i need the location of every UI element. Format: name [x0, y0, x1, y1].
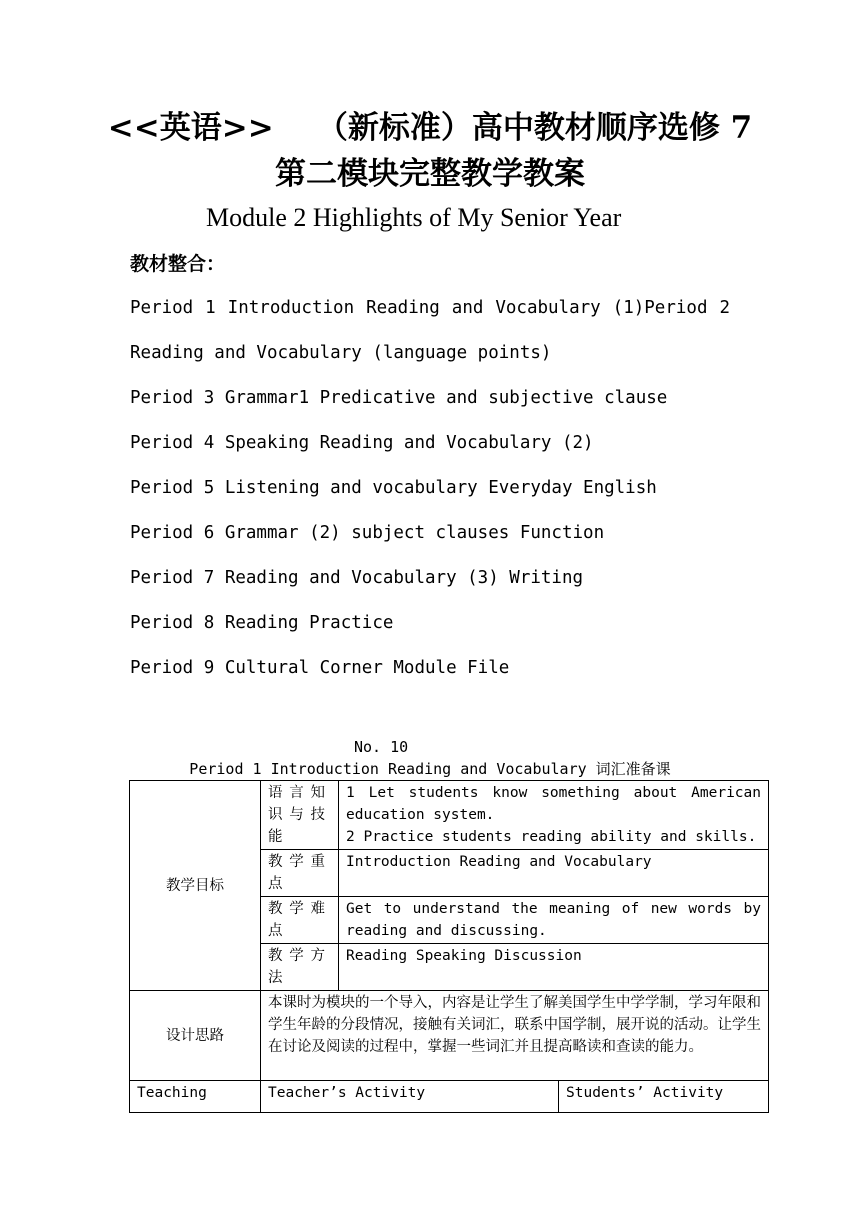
document-title-line1: <<英语>> （新标准）高中教材顺序选修 7 — [107, 110, 753, 146]
lesson-plan-table — [129, 780, 769, 1113]
lesson-title: Period 1 Introduction Reading and Vocabulary 词汇准备课 — [189, 760, 671, 778]
content-line: Reading Speaking Discussion — [346, 948, 582, 964]
document-title-line2: 第二模块完整教学教案 — [275, 156, 585, 192]
content-line: 2 Practice students reading ability and skills. — [346, 829, 757, 845]
period-1-word: 1 — [205, 298, 216, 318]
lesson-number: No. 10 — [354, 738, 409, 756]
integration-label: 教材整合： — [130, 253, 226, 275]
content-line: Introduction Reading and Vocabulary — [346, 854, 652, 870]
period-line: Period 5 Listening and vocabulary Everyday English — [130, 478, 657, 498]
period-1-word: Vocabulary — [495, 298, 601, 318]
design-label-cell: 设计思路 — [130, 991, 261, 1081]
period-2-line: Reading and Vocabulary (language points) — [130, 343, 552, 363]
row-content-cell — [339, 944, 769, 991]
module-subtitle: Module 2 Highlights of My Senior Year — [206, 203, 622, 232]
period-1-word: Introduction — [227, 298, 355, 318]
period-line: Period 9 Cultural Corner Module File — [130, 658, 510, 678]
period-1-word: and — [451, 298, 484, 318]
period-line: Period 3 Grammar1 Predicative and subjective clause — [130, 388, 668, 408]
objectives-label-cell: 教学目标 — [130, 781, 261, 991]
period-1-word: Reading — [366, 298, 440, 318]
period-line: Period 8 Reading Practice — [130, 613, 394, 633]
period-1-word: 2 — [719, 298, 730, 318]
table-row — [130, 991, 769, 1081]
row-label-cell: 教学方法 — [261, 944, 339, 991]
row-label-cell: 教学难点 — [261, 897, 339, 944]
period-1-line — [130, 295, 730, 321]
table-row — [130, 1081, 769, 1113]
row-content-cell — [339, 850, 769, 897]
period-line: Period 6 Grammar (2) subject clauses Function — [130, 523, 605, 543]
table-row — [130, 781, 769, 850]
period-1-word: (1)Period — [612, 298, 708, 318]
teaching-cell: Teaching — [130, 1081, 261, 1113]
content-line: 1 Let students know something about American education system. — [346, 785, 761, 823]
content-line: Get to understand the meaning of new words by reading and discussing. — [346, 901, 761, 939]
period-line: Period 7 Reading and Vocabulary (3) Writing — [130, 568, 584, 588]
design-text-cell: 本课时为模块的一个导入，内容是让学生了解美国学生中学学制，学习年限和学生年龄的分段情况，接触有关词汇，联系中国学制，展开说的活动。让学生在讨论及阅读的过程中，掌握一些词汇并且提高略读和查读的能力。 — [261, 991, 769, 1081]
row-content-cell — [339, 781, 769, 850]
students-activity-cell: Students’ Activity — [559, 1081, 769, 1113]
row-label-cell: 教学重点 — [261, 850, 339, 897]
teacher-activity-cell: Teacher’s Activity — [261, 1081, 559, 1113]
row-label-cell: 语言知识与技能 — [261, 781, 339, 850]
period-1-word: Period — [130, 298, 194, 318]
row-content-cell — [339, 897, 769, 944]
period-line: Period 4 Speaking Reading and Vocabulary (2) — [130, 433, 594, 453]
